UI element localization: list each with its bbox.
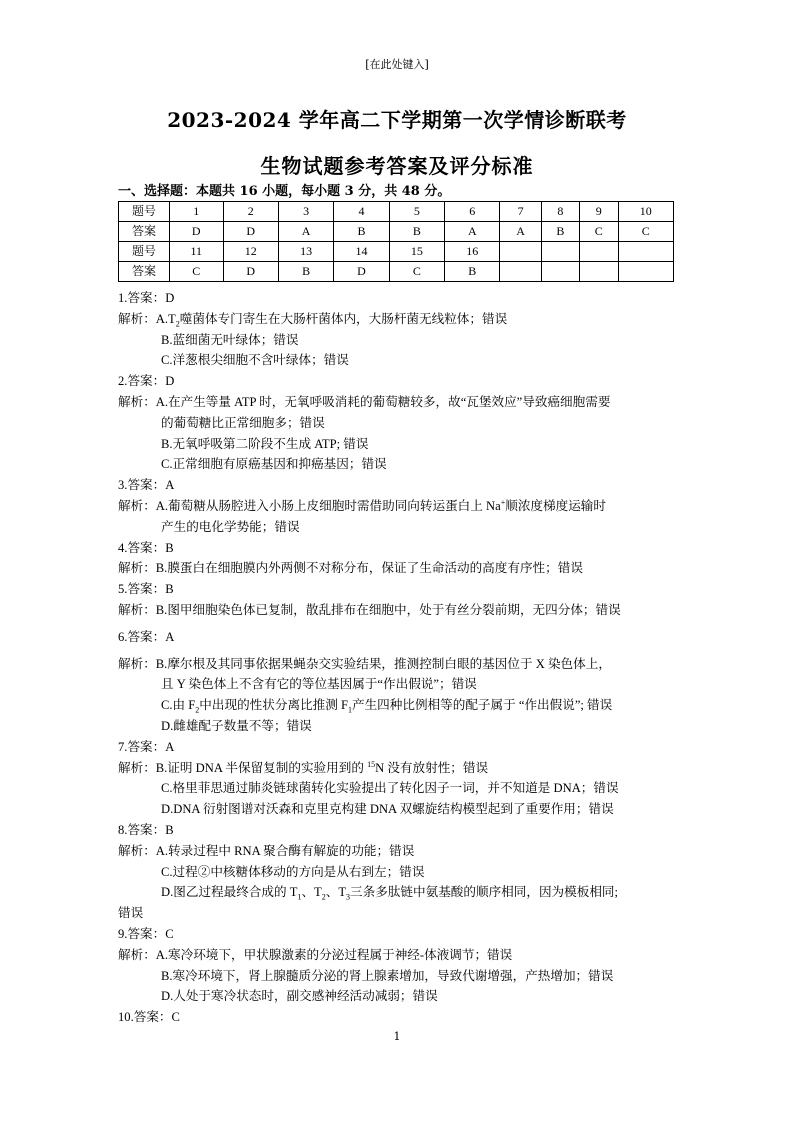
explanation-line: 解析：B.摩尔根及其同事依据果蝇杂交实验结果，推测控制白眼的基因位于 X 染色体上， xyxy=(118,656,611,671)
superscript: + xyxy=(500,497,506,507)
text: 三条多肽链中氨基酸的顺序相同，因为模板相同; xyxy=(350,885,618,900)
table-cell: 10 xyxy=(618,202,674,222)
table-cell: D xyxy=(223,222,278,242)
answer-line: 4.答案：B xyxy=(118,540,174,555)
table-cell: 1 xyxy=(170,202,224,222)
explanations xyxy=(118,288,678,1028)
superscript: 15 xyxy=(367,759,376,769)
table-cell: A xyxy=(278,222,333,242)
table-row xyxy=(119,242,674,262)
answer-line: 10.答案：C xyxy=(118,1010,180,1025)
table-cell: B xyxy=(445,262,500,282)
explanation-line: D.雌雄配子数量不等；错误 xyxy=(161,718,312,733)
explanation-line: C.格里菲思通过肺炎链球菌转化实验提出了转化因子一词，并不知道是 DNA；错误 xyxy=(161,781,619,796)
text: 解析：A.T xyxy=(118,311,176,326)
table-cell: B xyxy=(541,222,579,242)
text: 解析：A.葡萄糖从肠腔进入小肠上皮细胞时需借助同向转运蛋白上 Na xyxy=(118,498,501,513)
text: 、T xyxy=(301,885,322,900)
table-cell: 15 xyxy=(389,242,444,262)
exam-title: 2023-2024 学年高二下学期第一次学情诊断联考 xyxy=(167,108,627,132)
answer-line: 1.答案：D xyxy=(118,291,175,305)
subscript: 1 xyxy=(347,705,352,715)
table-cell: D xyxy=(223,262,278,282)
explanation-line: C.过程②中核糖体移动的方向是从右到左；错误 xyxy=(161,864,425,879)
table-cell xyxy=(580,262,618,282)
row-label: 答案 xyxy=(119,222,170,242)
row-label: 题号 xyxy=(119,202,170,222)
section-heading: 一、选择题：本题共 16 小题，每小题 3 分，共 48 分。 xyxy=(118,184,451,199)
text: 产生四种比例相等的配子属于 “作出假说”; 错误 xyxy=(351,698,613,713)
table-cell: 3 xyxy=(278,202,333,222)
subscript: 3 xyxy=(346,892,351,902)
answer-line: 9.答案：C xyxy=(118,926,174,941)
subscript: 2 xyxy=(195,705,200,715)
table-cell xyxy=(618,242,674,262)
table-cell: 12 xyxy=(223,242,278,262)
text: 、T xyxy=(325,885,347,900)
table-cell: C xyxy=(389,262,444,282)
text: 中出现的性状分离比推测 F xyxy=(199,698,348,713)
text: 噬菌体专门寄生在大肠杆菌体内，大肠杆菌无线粒体；错误 xyxy=(179,311,508,326)
explanation-line: D.人处于寒冷状态时，副交感神经活动减弱；错误 xyxy=(161,989,438,1004)
table-cell: B xyxy=(389,222,444,242)
answer-line: 7.答案：A xyxy=(118,739,175,754)
table-cell xyxy=(500,242,541,262)
table-cell: 11 xyxy=(170,242,224,262)
table-cell: D xyxy=(170,222,224,242)
explanation-line xyxy=(118,496,678,517)
table-cell: 6 xyxy=(445,202,500,222)
answer-line: 2.答案：D xyxy=(118,374,175,389)
explanation-line: 的葡萄糖比正常细胞多；错误 xyxy=(161,415,325,430)
table-cell xyxy=(541,262,579,282)
explanation-line: C.洋葱根尖细胞不含叶绿体；错误 xyxy=(161,353,349,368)
table-cell: 8 xyxy=(541,202,579,222)
answer-line: 5.答案：B xyxy=(118,582,174,597)
table-cell: D xyxy=(334,262,389,282)
table-cell xyxy=(500,262,541,282)
explanation-line: 解析：A.转录过程中 RNA 聚合酶有解旋的功能；错误 xyxy=(118,843,415,858)
table-cell: C xyxy=(580,222,618,242)
table-cell: 5 xyxy=(389,202,444,222)
explanation-line: B.无氧呼吸第二阶段不生成 ATP; 错误 xyxy=(161,436,369,451)
explanation-line xyxy=(118,758,678,779)
subscript: 2 xyxy=(321,892,326,902)
header-note: [在此处键入] xyxy=(365,58,429,71)
text: 解析：B.证明 DNA 半保留复制的实验用到的 xyxy=(118,760,368,775)
table-cell: 9 xyxy=(580,202,618,222)
answer-line: 6.答案：A xyxy=(118,629,175,644)
table-cell xyxy=(541,242,579,262)
explanation-line: B.蓝细菌无叶绿体；错误 xyxy=(161,332,299,347)
table-cell: 4 xyxy=(334,202,389,222)
table-cell xyxy=(618,262,674,282)
subscript: 2 xyxy=(175,319,180,329)
explanation-line: 且 Y 染色体上不含有它的等位基因属于“作出假说”；错误 xyxy=(161,677,477,692)
table-cell: 2 xyxy=(223,202,278,222)
table-cell: C xyxy=(618,222,674,242)
text: C.由 F xyxy=(161,698,196,713)
table-cell: 7 xyxy=(500,202,541,222)
explanation-line: 解析：B.膜蛋白在细胞膜内外两侧不对称分布，保证了生命活动的高度有序性；错误 xyxy=(118,561,583,576)
explanation-line: 解析：A.寒冷环境下，甲状腺激素的分泌过程属于神经-体液调节；错误 xyxy=(118,947,513,962)
explanation-line: 错误 xyxy=(118,906,144,921)
table-cell: B xyxy=(278,262,333,282)
table-cell: 16 xyxy=(445,242,500,262)
subscript: 1 xyxy=(297,892,302,902)
text: 顺浓度梯度运输时 xyxy=(505,498,606,513)
table-cell: 14 xyxy=(334,242,389,262)
table-cell: A xyxy=(445,222,500,242)
table-cell: A xyxy=(500,222,541,242)
table-cell: 13 xyxy=(278,242,333,262)
table-cell: C xyxy=(170,262,224,282)
row-label: 答案 xyxy=(119,262,170,282)
explanation-line xyxy=(118,695,678,716)
explanation-line: 产生的电化学势能；错误 xyxy=(161,519,300,534)
table-row xyxy=(119,262,674,282)
answer-line: 3.答案：A xyxy=(118,478,175,493)
table-cell xyxy=(580,242,618,262)
answer-table xyxy=(118,201,674,282)
document-subtitle: 生物试题参考答案及评分标准 xyxy=(260,154,534,178)
explanation-line xyxy=(118,882,678,903)
explanation-line: 解析：A.在产生等量 ATP 时，无氧呼吸消耗的葡萄糖较多，故“瓦堡效应”导致癌细胞需要 xyxy=(118,394,611,409)
table-row xyxy=(119,202,674,222)
answer-line: 8.答案：B xyxy=(118,822,174,837)
explanation-line: D.DNA 衍射图谱对沃森和克里克构建 DNA 双螺旋结构模型起到了重要作用；错误 xyxy=(161,802,614,817)
page-number: 1 xyxy=(393,1030,401,1043)
table-cell: B xyxy=(334,222,389,242)
explanation-line: C.正常细胞有原癌基因和抑癌基因；错误 xyxy=(161,457,387,472)
text: D.图乙过程最终合成的 T xyxy=(161,885,298,900)
table-row xyxy=(119,222,674,242)
explanation-line xyxy=(118,309,678,330)
row-label: 题号 xyxy=(119,242,170,262)
explanation-line: 解析：B.图甲细胞染色体已复制，散乱排布在细胞中，处于有丝分裂前期，无四分体；错误 xyxy=(118,602,621,617)
explanation-line: B.寒冷环境下，肾上腺髓质分泌的肾上腺素增加，导致代谢增强，产热增加；错误 xyxy=(161,968,614,983)
text: N 没有放射性；错误 xyxy=(375,760,489,775)
